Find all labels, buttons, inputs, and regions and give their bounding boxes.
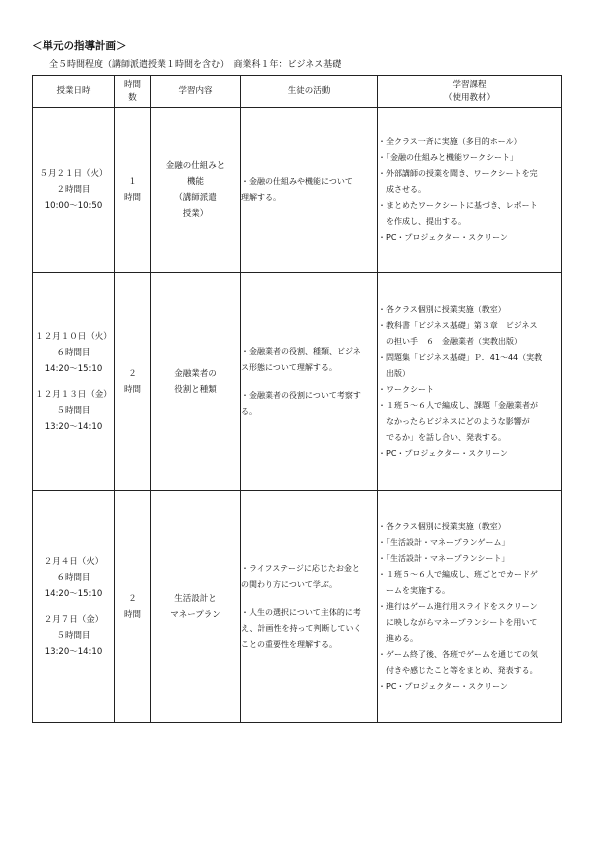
table-row (33, 108, 562, 273)
header-curriculum: 学習課程 （使用教材） (378, 76, 562, 108)
header-activity: 生徒の活動 (241, 76, 378, 108)
instruction-plan-table (32, 75, 562, 723)
date-cell: １２月１０日（火） ６時間目 14:20～15:10 １２月１３日（金） ５時間目 13:20～14:10 (33, 273, 115, 491)
hours-cell: ２ 時間 (115, 273, 151, 491)
table-row (33, 273, 562, 491)
activity-cell: ・金融の仕組みや機能について 理解する。 (241, 108, 378, 273)
curriculum-cell: ・各クラス個別に授業実施（教室） ・「生活設計・マネープランゲーム」 ・「生活設計・マネープランシート」 ・１班５～６人で編成し、班ごとでカードゲ ームを実施する。 ・進行はゲーム進行用スライドをスクリーン に映しながらマネープランシートを用いて 進める。 ・ゲーム終了後、各班でゲームを通じての気 付きや感じたこと等をまとめ、発表する。 ・PC・プロジェクター・スクリーン (378, 491, 562, 723)
curriculum-cell: ・全クラス一斉に実施（多目的ホール） ・「金融の仕組みと機能ワークシート」 ・外部講師の授業を聞き、ワークシートを完 成させる。 ・まとめたワークシートに基づき、レポート を作成し、提出する。 ・PC・プロジェクター・スクリーン (378, 108, 562, 273)
table-header-row (33, 76, 562, 108)
activity-cell: ・ライフステージに応じたお金と の関わり方について学ぶ。 ・人生の選択について主体的に考 え、計画性を持って判断していく ことの重要性を理解する。 (241, 491, 378, 723)
date-cell: ５月２１日（火） ２時間目 10:00～10:50 (33, 108, 115, 273)
hours-cell: ２ 時間 (115, 491, 151, 723)
content-cell: 生活設計と マネープラン (151, 491, 241, 723)
header-content: 学習内容 (151, 76, 241, 108)
section-heading: ＜単元の指導計画＞ (32, 40, 127, 52)
curriculum-cell: ・各クラス個別に授業実施（教室） ・教科書「ビジネス基礎」第３章 ビジネス の担い手 ６ 金融業者（実教出版） ・問題集「ビジネス基礎」Ｐ．41～44（実教 出版） ・ワークシート ・１班５～６人で編成し、課題「金融業者が なかったらビジネスにどのような影響が でるか」を話し合い、発表する。 ・PC・プロジェクター・スクリーン (378, 273, 562, 491)
header-hours: 時間 数 (115, 76, 151, 108)
header-date: 授業日時 (33, 76, 115, 108)
activity-cell: ・金融業者の役割、種類、ビジネ ス形態について理解する。 ・金融業者の役割について考察す る。 (241, 273, 378, 491)
content-cell: 金融業者の 役割と種類 (151, 273, 241, 491)
content-cell: 金融の仕組みと 機能 （講師派遣 授業） (151, 108, 241, 273)
hours-cell: １ 時間 (115, 108, 151, 273)
date-cell: ２月４日（火） ６時間目 14:20～15:10 ２月７日（金） ５時間目 13:20～14:10 (33, 491, 115, 723)
table-row (33, 491, 562, 723)
unit-summary: 全５時間程度（講師派遣授業１時間を含む） 商業科１年：ビジネス基礎 (49, 60, 342, 70)
